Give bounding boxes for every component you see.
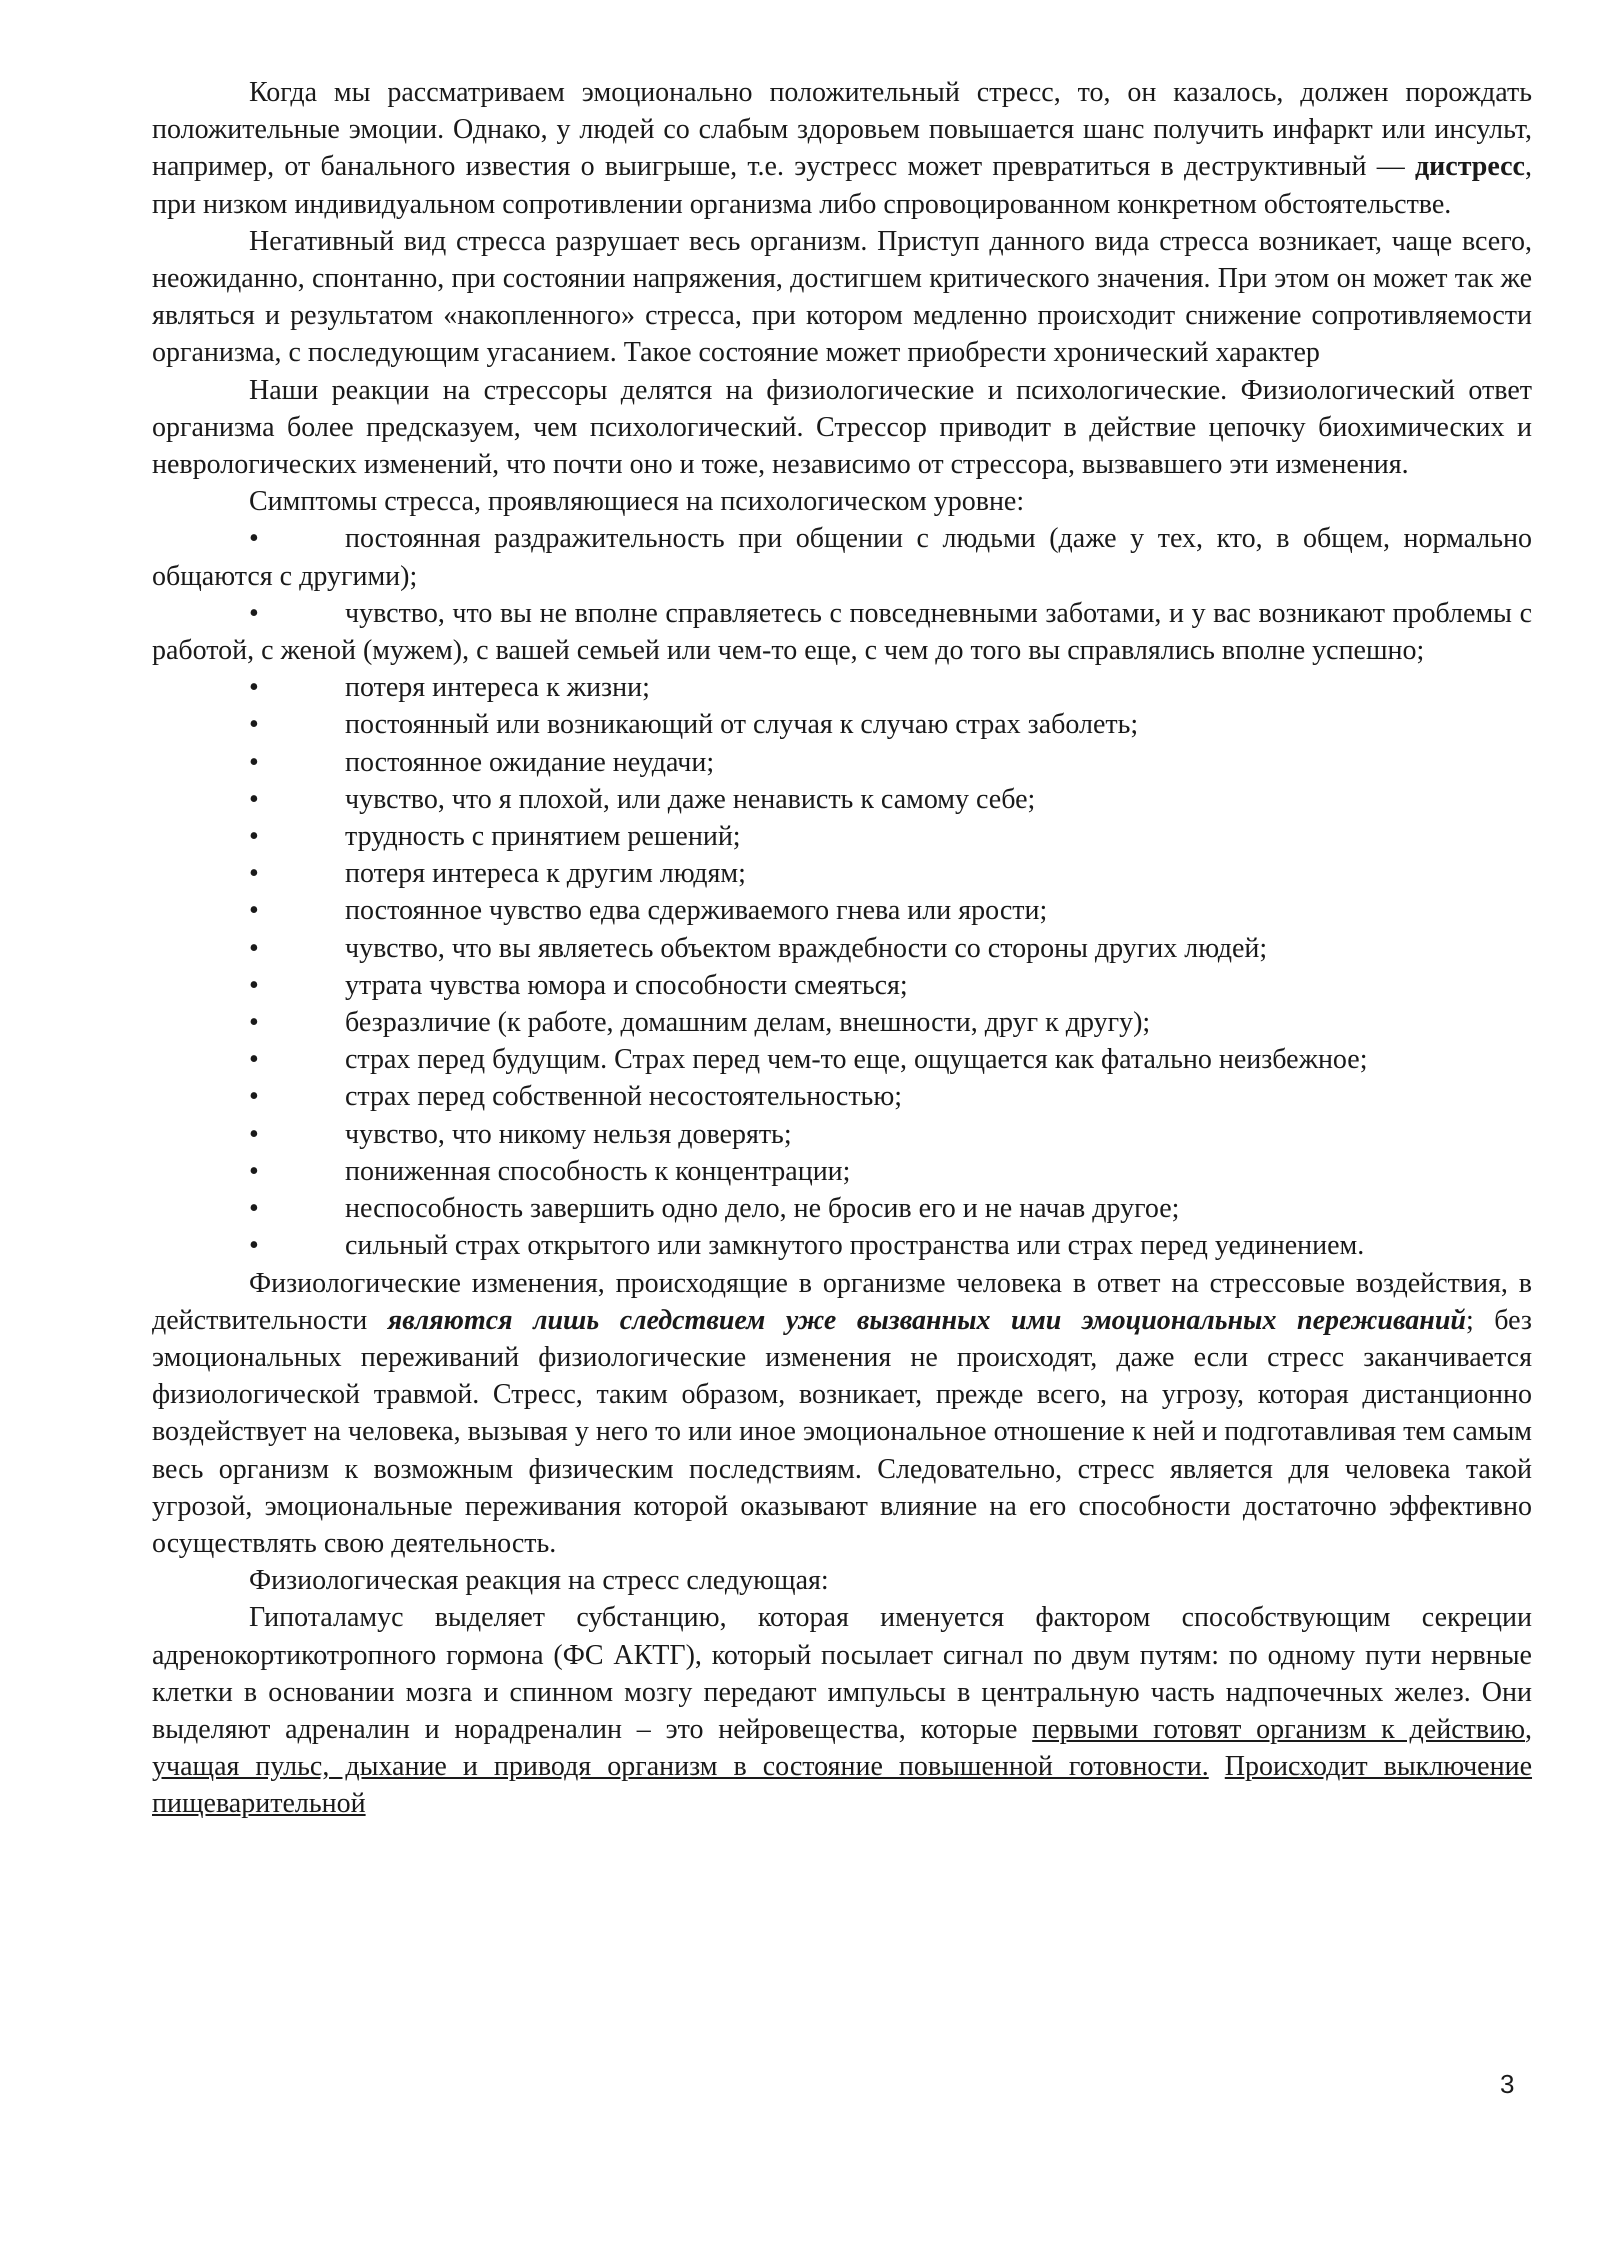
list-item [152,1116,1532,1153]
list-item [152,706,1532,743]
list-item [152,1227,1532,1264]
bullet-icon: • [249,858,259,890]
bullet-icon: • [249,523,259,555]
list-item [152,1041,1532,1078]
list-item-text: утрата чувства юмора и способности смеяться; [345,969,908,1001]
text-span: ; без эмоциональных переживаний физиологические изменения не происходят, даже если стресс заканчивается физиологической травмой. Стресс, таким образом, возникает, прежде всего, на угрозу, которая дистанционно воздействует на человека, вызывая у него то или иное эмоциональное отношение к ней и подготавливая тем самым весь организм к возможным физическим последствиям. Следовательно, стресс является для человека такой угрозой, эмоциональные переживания которой оказывают влияние на его способности достаточно эффективно осуществлять свою деятельность. [152,1304,1532,1559]
bullet-icon: • [249,1118,259,1150]
list-item-text: чувство, что я плохой, или даже ненависть к самому себе; [345,783,1036,815]
list-item-text: постоянный или возникающий от случая к случаю страх заболеть; [345,709,1139,741]
text-span: Гипоталамус выделяет субстанцию, которая именуется фактором способствующим секреции адренокортикотропного гормона (ФС АКТГ), который посылает сигнал по двум путям: по одному пути нервные клетки в основании мозга и спинном мозгу передают импульсы в центральную часть надпочечных желез. Они выделяют адреналин и норадреналин – это нейровещества, которые [152,1602,1532,1745]
list-item [152,744,1532,781]
list-item [152,1078,1532,1115]
list-item-text: постоянное чувство едва сдерживаемого гнева или ярости; [345,895,1048,927]
list-item [152,520,1532,594]
list-item-text: потеря интереса к жизни; [345,672,650,704]
bullet-icon: • [249,1044,259,1076]
list-item-text: безразличие (к работе, домашним делам, внешности, друг к другу); [345,1007,1151,1039]
bullet-icon: • [249,969,259,1001]
text-span [1209,1751,1225,1782]
bullet-icon: • [249,821,259,853]
symptom-list [152,520,1532,1264]
list-item-text: чувство, что вы не вполне справляетесь с повседневными заботами, и у вас возникают проблемы с работой, с женой (мужем), с вашей семьей или чем-то еще, с чем до того вы справлялись вполне успешно; [152,597,1532,667]
paragraph-reaction-heading: Физиологическая реакция на стресс следующая: [249,1565,829,1597]
bullet-icon: • [249,597,259,629]
list-item-text: пониженная способность к концентрации; [345,1155,851,1187]
list-item-text: трудность с принятием решений; [345,821,741,853]
list-item [152,1190,1532,1227]
list-item-text: чувство, что вы являетесь объектом враждебности со стороны других людей; [345,932,1268,964]
list-item [152,818,1532,855]
paragraph-reactions: Наши реакции на стрессоры делятся на физиологические и психологические. Физиологический ответ организма более предсказуем, чем психологический. Стрессор приводит в действие цепочку биохимических и неврологических изменений, что почти оно и тоже, независимо от стрессора, вызвавшего эти изменения. [152,374,1532,481]
list-item [152,967,1532,1004]
bullet-icon: • [249,783,259,815]
list-item [152,855,1532,892]
paragraph-hypothalamus [152,1599,1532,1822]
bullet-icon: • [249,709,259,741]
text-span: , [1525,1713,1532,1745]
bold-term-distress: дистресс [1414,151,1525,183]
bullet-icon: • [249,1007,259,1039]
list-item-text: потеря интереса к другим людям; [345,858,746,890]
text-span: , при низком индивидуальном сопротивлении организма либо спровоцированном конкретном обстоятельстве. [152,151,1532,220]
list-item-text: сильный страх открытого или замкнутого пространства или страх перед уединением. [345,1230,1365,1262]
list-item [152,1153,1532,1190]
bold-italic-emphasis: являются лишь следствием уже вызванных ими эмоциональных переживаний [387,1304,1466,1336]
list-item-text: неспособность завершить одно дело, не бросив его и не начав другое; [345,1193,1180,1225]
underlined-text: учащая пульс, дыхание и приводя организм в состояние повышенной готовности. [152,1751,1209,1783]
bullet-icon: • [249,895,259,927]
list-item [152,595,1532,669]
paragraph-negative-stress: Негативный вид стресса разрушает весь организм. Приступ данного вида стресса возникает, чаще всего, неожиданно, спонтанно, при состоянии напряжения, достигшем критического значения. При этом он может так же являться и результатом «накопленного» стресса, при котором медленно происходит снижение сопротивляемости организма, с последующим угасанием. Такое состояние может приобрести хронический характер [152,225,1532,369]
list-item [152,930,1532,967]
list-item-text: чувство, что никому нельзя доверять; [345,1118,792,1150]
paragraph-eustress [152,74,1532,223]
list-item [152,1004,1532,1041]
list-item-text: постоянная раздражительность при общении с людьми (даже у тех, кто, в общем, нормально общаются с другими); [152,523,1532,592]
bullet-icon: • [249,672,259,704]
bullet-icon: • [249,1193,259,1225]
list-item [152,781,1532,818]
underlined-text: первыми готовят организм к действию [1032,1713,1525,1745]
list-item-text: страх перед будущим. Страх перед чем-то еще, ощущается как фатально неизбежное; [345,1044,1368,1076]
list-item [152,669,1532,706]
paragraph-symptoms-heading: Симптомы стресса, проявляющиеся на психологическом уровне: [249,486,1025,518]
list-item-text: страх перед собственной несостоятельностью; [345,1081,903,1113]
bullet-icon: • [249,1155,259,1187]
document-page [152,74,1532,1823]
underlined-text: Происходит выключение пищеварительной [152,1751,1533,1820]
bullet-icon: • [249,1230,259,1262]
text-span: Когда мы рассматриваем эмоционально положительный стресс, то, он казалось, должен порождать положительные эмоции. Однако, у людей со слабым здоровьем повышается шанс получить инфаркт или инсульт, например, от банального известия о выигрыше, т.е. эустресс может превратиться в деструктивный — [152,77,1532,183]
list-item [152,892,1532,929]
page-number: 3 [1500,2069,1515,2099]
bullet-icon: • [249,746,259,778]
bullet-icon: • [249,1081,259,1113]
bullet-icon: • [249,932,259,964]
list-item-text: постоянное ожидание неудачи; [345,746,715,778]
text-span: Физиологические изменения, происходящие в организме человека в ответ на стрессовые воздействия, в действительности [152,1267,1532,1336]
paragraph-physiological-changes [152,1265,1532,1563]
